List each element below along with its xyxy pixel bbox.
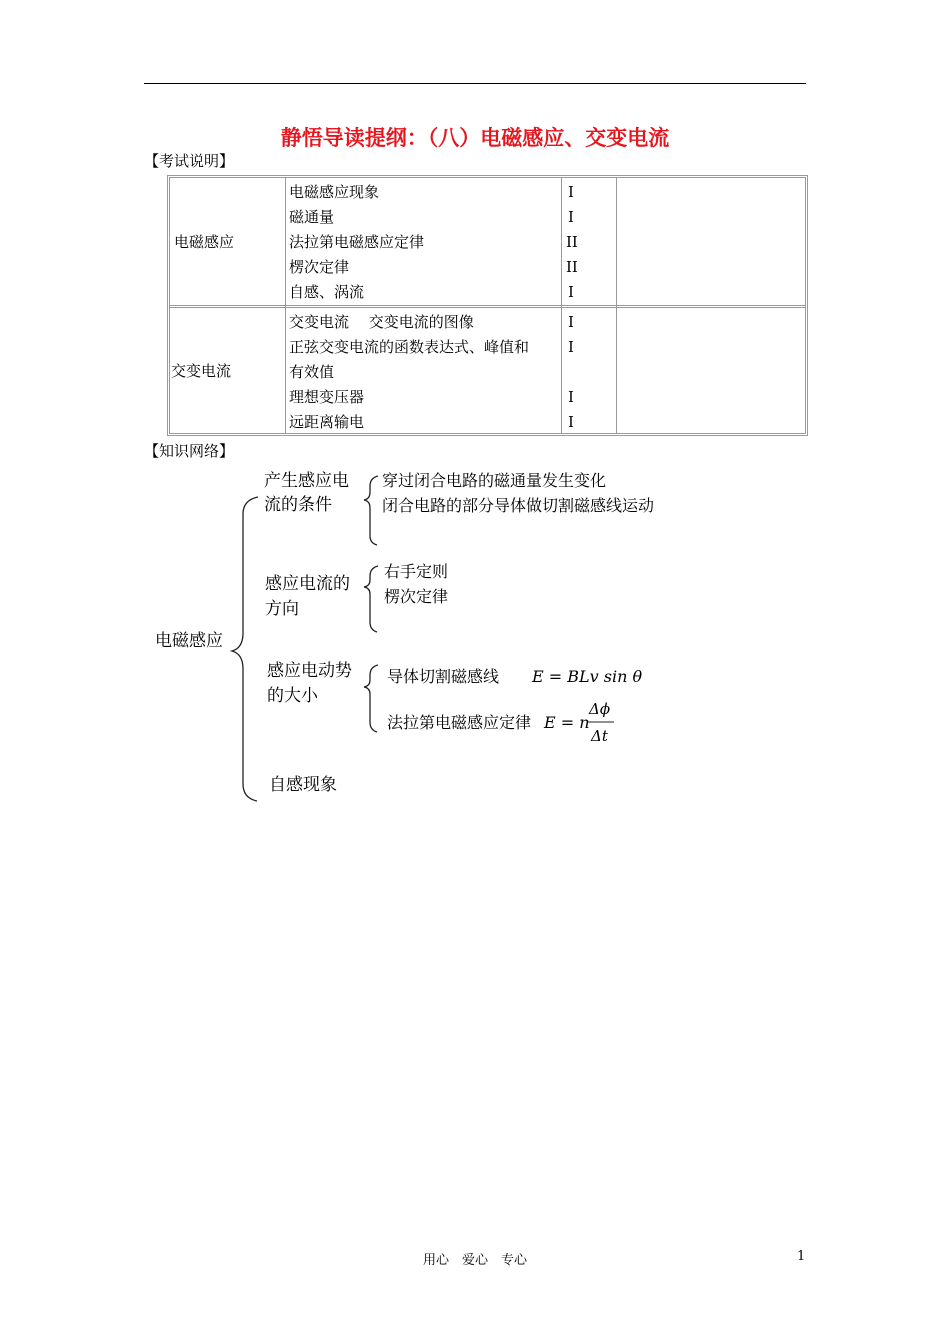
table-level: I [568,313,574,331]
table-item: 有效值 [289,363,335,381]
table-item: 理想变压器 [289,388,365,406]
formula-faraday-numerator: Δϕ [589,700,611,718]
page-title: 静悟导读提纲：（八）电磁感应、交变电流 [280,125,670,150]
table-item: 法拉第电磁感应定律 [289,233,425,251]
branch-item: 导体切割磁感线 [387,667,500,686]
brace-emf [364,665,378,732]
branch-label: 流的条件 [264,495,332,515]
section-exam-heading: 【考试说明】 [144,152,235,170]
diagram-root: 电磁感应 [155,631,223,651]
branch-item: 楞次定律 [384,587,449,606]
branch-label: 感应电动势 [267,661,352,681]
table-level: I [568,413,574,431]
branch-label: 自感现象 [269,775,337,795]
branch-item: 闭合电路的部分导体做切割磁感线运动 [382,496,655,515]
formula-motional-emf: E = BLv sin θ [532,667,643,686]
page-number: 1 [797,1249,806,1264]
branch-label: 的大小 [267,686,318,706]
table-level: I [568,208,574,226]
footer-motto: 用心 爱心 专心 [422,1253,527,1268]
table-item: 自感、涡流 [289,283,365,301]
branch-label: 产生感应电 [264,471,349,491]
table-item: 电磁感应现象 [289,183,380,201]
main-brace [232,497,258,801]
section-network-heading: 【知识网络】 [144,442,235,460]
table-item: 交变电流 交变电流的图像 [289,313,474,331]
table-level: II [566,258,578,276]
formula-faraday-lhs: E = n [544,713,590,732]
branch-item: 法拉第电磁感应定律 [387,713,532,732]
branch-label: 方向 [265,599,299,619]
table-item: 远距离输电 [289,413,365,431]
brace-direction [364,566,378,632]
formula-faraday-denominator: Δt [591,727,608,745]
branch-label: 感应电流的 [265,574,350,594]
table-level: II [566,233,578,251]
table-item: 正弦交变电流的函数表达式、峰值和 [289,338,530,356]
table-group-name: 交变电流 [171,362,232,380]
branch-item: 右手定则 [384,562,449,581]
branch-item: 穿过闭合电路的磁通量发生变化 [382,471,607,490]
brace-conditions [364,476,378,545]
table-item: 磁通量 [289,208,335,226]
table-item: 楞次定律 [289,258,350,276]
table-level: I [568,183,574,201]
table-level: I [568,388,574,406]
table-group-name: 电磁感应 [174,233,235,251]
table-level: I [568,338,574,356]
table-level: I [568,283,574,301]
